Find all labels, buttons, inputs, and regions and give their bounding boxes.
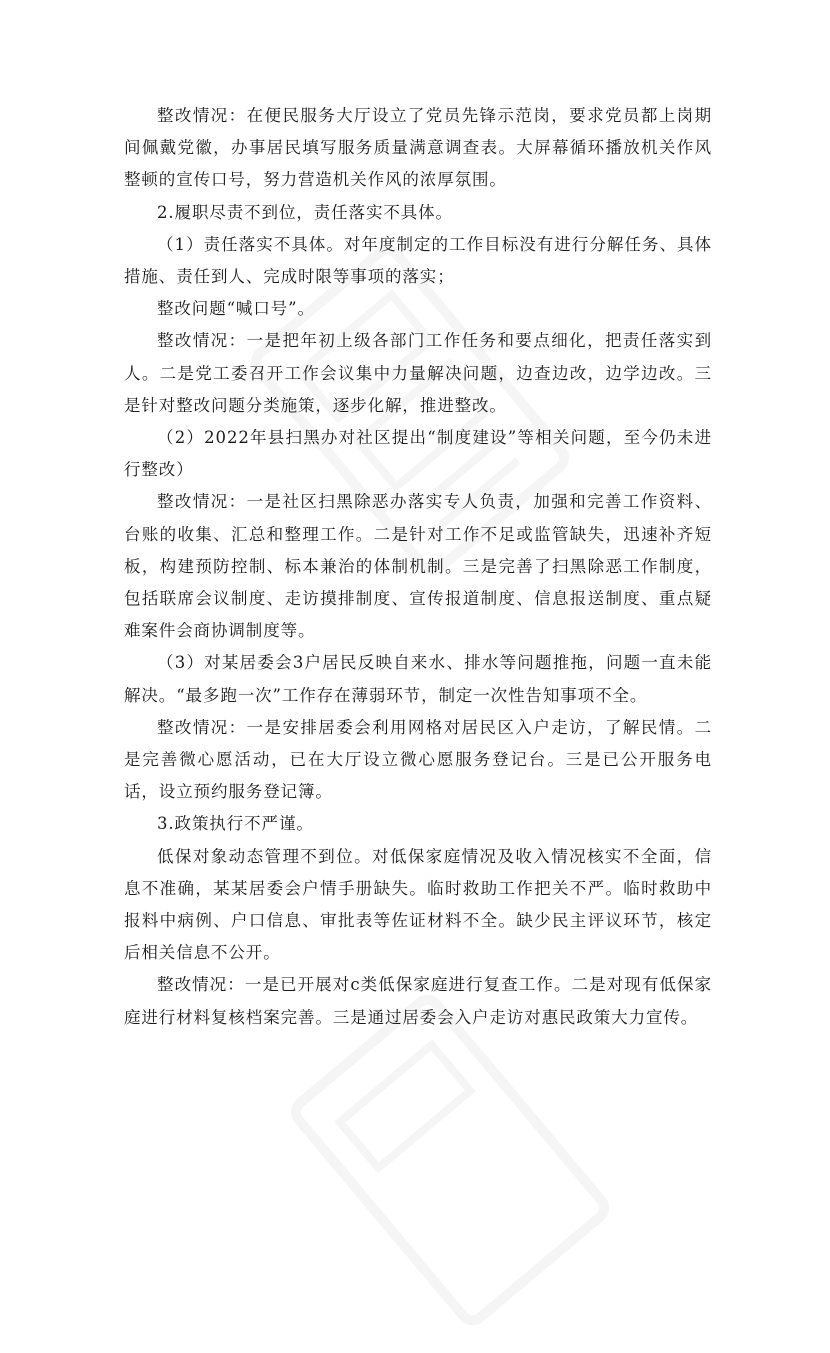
paragraph-issue-2-system-building: （2）2022年县扫黑办对社区提出“制度建设”等相关问题，至今仍未进行整改） bbox=[124, 428, 712, 480]
paragraph-issue-slogans: 整改问题“喊口号”。 bbox=[157, 299, 315, 319]
paragraph-rectification-1: 整改情况：一是把年初上级各部门工作任务和要点细化，把责任落实到人。二是党工委召开工作会议集中力量解决问题，边查边改，边学边改。三是针对整改问题分类施策，逐步化解，推进整改。 bbox=[124, 331, 712, 415]
paragraph-rectification-low-income: 整改情况：一是已开展对c类低保家庭进行复查工作。二是对现有低保家庭进行材料复核档案完善。三是通过居委会入户走访对惠民政策大力宣传。 bbox=[124, 975, 712, 1027]
paragraph-issue-low-income: 低保对象动态管理不到位。对低保家庭情况及收入情况核实不全面，信息不准确，某某居委会户情手册缺失。临时救助工作把关不严。临时救助中报料中病例、户口信息、审批表等佐证材料不全。缺少民主评议环节，核定后相关信息不公开。 bbox=[124, 846, 712, 963]
paragraph-issue-1-responsibility: （1）责任落实不具体。对年度制定的工作目标没有进行分解任务、具体措施、责任到人、完成时限等事项的落实； bbox=[124, 234, 712, 287]
paragraph-rectification-3: 整改情况：一是安排居委会利用网格对居民区入户走访，了解民情。二是完善微心愿活动，已在大厅设立微心愿服务登记台。三是已公开服务电话，设立预约服务登记簿。 bbox=[124, 717, 712, 802]
paragraph-rectification-2: 整改情况：一是社区扫黑除恶办落实专人负责，加强和完善工作资料、台账的收集、汇总和整理工作。二是针对工作不足或监管缺失，迅速补齐短板，构建预防控制、标本兼治的体制机制。三是完善了扫黑除恶工作制度，包括联席会议制度、走访摸排制度、宣传报道制度、信息报送制度、重点疑难案件会商协调制度等。 bbox=[124, 492, 712, 641]
paragraph-issue-3-water: （3）对某居委会3户居民反映自来水、排水等问题推拖，问题一直未能解决。“最多跑一次”工作存在薄弱环节，制定一次性告知事项不全。 bbox=[124, 653, 712, 705]
heading-duty-fulfillment: 2.履职尽责不到位，责任落实不具体。 bbox=[157, 202, 453, 222]
paragraph-rectification-party-post: 整改情况：在便民服务大厅设立了党员先锋示范岗，要求党员都上岗期间佩戴党徽，办事居民填写服务质量满意调查表。大屏幕循环播放机关作风整顿的宣传口号，努力营造机关作风的浓厚氛围。 bbox=[124, 106, 712, 190]
document-body bbox=[124, 100, 712, 1034]
heading-policy-execution: 3.政策执行不严谨。 bbox=[157, 814, 314, 834]
